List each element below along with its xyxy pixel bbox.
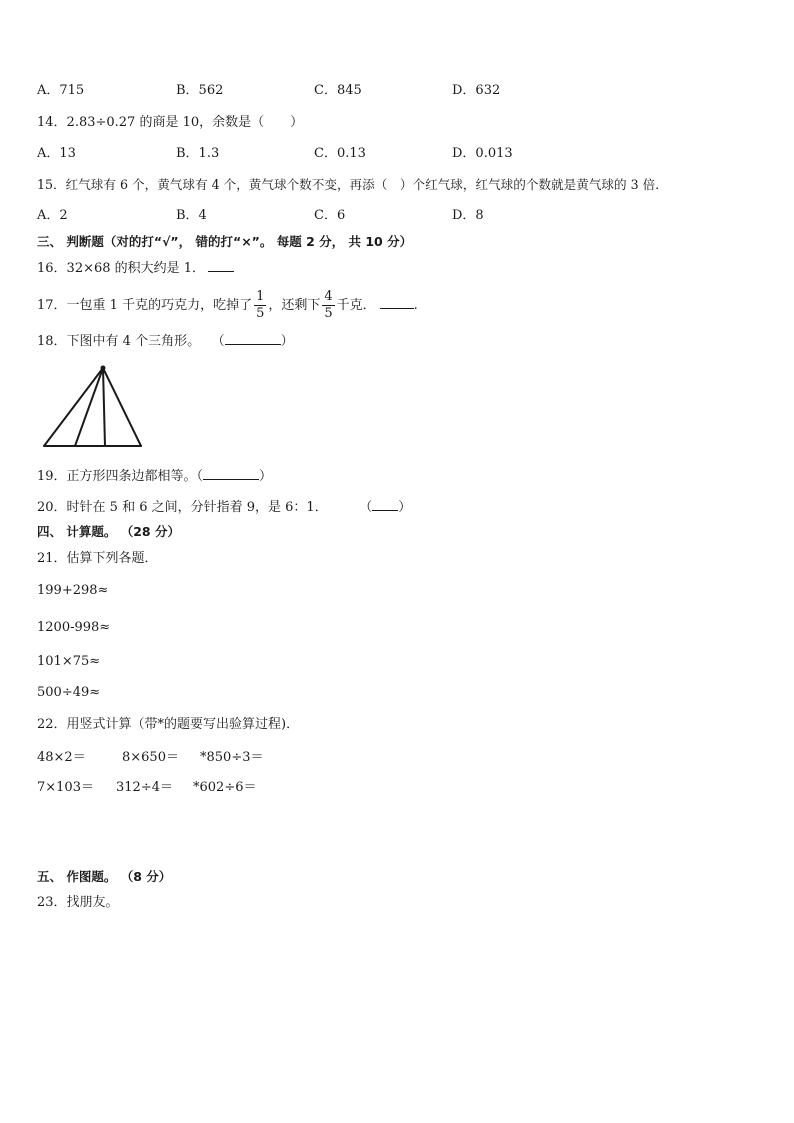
q21-item-4: 500÷49≈ <box>37 685 101 700</box>
q17-fraction-2 <box>322 289 334 322</box>
q21-item-1: 199+298≈ <box>37 583 109 598</box>
q20 <box>37 498 411 517</box>
section-5-title: 五、 作图题。 （8 分） <box>37 869 172 884</box>
q13-option-a: A．715 <box>37 83 85 98</box>
q20-paren-open: （ <box>365 500 373 515</box>
triangle-left-side <box>44 368 103 446</box>
q15-option-d: D．8 <box>452 208 484 223</box>
triangle-right-side <box>103 368 141 446</box>
q18-text: 18．下图中有 4 个三角形。 <box>37 334 201 349</box>
q19 <box>37 467 272 486</box>
q17-fraction-2-numerator: 4 <box>324 289 333 304</box>
q20-answer-blank[interactable] <box>372 498 398 511</box>
triangle-inner-line-2 <box>103 368 105 446</box>
q22-row1-item-3: *850÷3＝ <box>200 750 264 765</box>
q20-text: 20．时针在 5 和 6 之间，分针指着 9，是 6：1． <box>37 500 328 515</box>
section-3-title: 三、 判断题（对的打“√”， 错的打“×”。 每题 2 分， 共 10 分） <box>37 234 413 249</box>
q16 <box>37 259 234 278</box>
q14-option-a: A．13 <box>37 146 76 161</box>
q23-text: 23．找朋友。 <box>37 895 119 910</box>
section-4-title: 四、 计算题。 （28 分） <box>37 524 180 539</box>
q14-option-d: D．0.013 <box>452 146 513 161</box>
q13-option-d: D．632 <box>452 83 501 98</box>
q17-fraction-2-denominator: 5 <box>324 306 333 321</box>
q18-paren-open: （ <box>218 334 225 349</box>
q16-text: 16．32×68 的积大约是 1． <box>37 261 206 276</box>
q22-text: 22．用竖式计算（带*的题要写出验算过程)． <box>37 717 300 732</box>
q19-answer-blank[interactable] <box>203 467 259 480</box>
q22-row2-item-3: *602÷6＝ <box>193 780 257 795</box>
q17-fraction-1-numerator: 1 <box>256 289 265 304</box>
q17 <box>37 286 418 326</box>
q21-item-2: 1200-998≈ <box>37 620 111 635</box>
q16-answer-blank[interactable] <box>208 259 234 272</box>
q17-text-part1: 17．一包重 1 千克的巧克力，吃掉了 <box>37 298 253 313</box>
q22-row2-item-1: 7×103＝ <box>37 780 94 795</box>
triangle-apex-dot <box>101 366 106 371</box>
triangle-inner-line-1 <box>75 368 103 446</box>
q21-item-3: 101×75≈ <box>37 654 101 669</box>
q13-option-b: B．562 <box>176 83 224 98</box>
q15-option-b: B．4 <box>176 208 207 223</box>
q14-option-b: B．1.3 <box>176 146 220 161</box>
q17-fraction-1 <box>254 289 266 322</box>
q14-text: 14．2.83÷0.27 的商是 10，余数是（ ） <box>37 115 304 130</box>
q20-paren-close: ） <box>398 500 412 515</box>
q17-answer-blank[interactable] <box>380 296 414 309</box>
q15-option-a: A．2 <box>37 208 68 223</box>
q15-option-c: C．6 <box>314 208 346 223</box>
q22-row2-item-2: 312÷4＝ <box>116 780 173 795</box>
q17-fraction-1-denominator: 5 <box>256 306 265 321</box>
q17-text-part3: 千克． <box>336 298 376 313</box>
q17-text-part2: ，还剩下 <box>268 298 321 313</box>
q19-paren-close: ） <box>259 469 273 484</box>
q22-row1-item-1: 48×2＝ <box>37 750 86 765</box>
q13-option-c: C．845 <box>314 83 362 98</box>
q18-paren-close: ） <box>280 334 294 349</box>
q18 <box>37 332 294 351</box>
q22-row1-item-2: 8×650＝ <box>122 750 179 765</box>
q18-answer-blank[interactable] <box>225 332 281 345</box>
q14-option-c: C．0.13 <box>314 146 366 161</box>
q15-text: 15．红气球有 6 个，黄气球有 4 个，黄气球个数不变，再添（ ）个红气球，红气球的个数就是黄气球的 3 倍． <box>37 177 668 192</box>
q19-text: 19．正方形四条边都相等。（ <box>37 469 204 484</box>
q17-tail: . <box>413 298 418 313</box>
triangle-figure <box>40 364 146 450</box>
q21-text: 21．估算下列各题． <box>37 551 158 566</box>
